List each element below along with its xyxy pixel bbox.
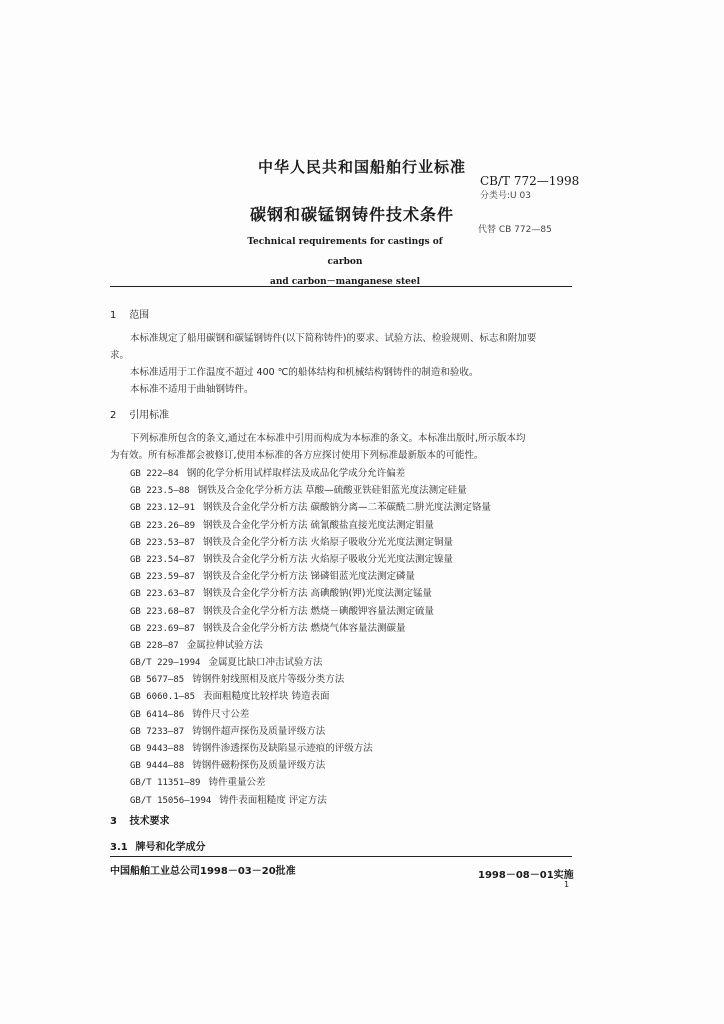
section-3-1-heading [110,838,205,853]
list-item [130,551,491,568]
list-item [130,740,491,757]
org-standard-heading: 中华人民共和国船舶行业标准 [258,158,467,176]
standard-title: 铸钢件磁粉探伤及质量评级方法 [192,760,326,772]
standard-code: GB 9443—88 [130,744,185,754]
standard-title: 铸件尺寸公差 [192,708,250,720]
list-item [130,568,491,585]
list-item [130,637,491,654]
referenced-standards-list [130,465,491,809]
standard-code: GB 223.53—87 [130,537,196,548]
standard-code: GB/T 11351—89 [130,778,201,789]
list-item [130,499,491,516]
standard-title: 钢铁及合金化学分析方法 高碘酸钠(钾)光度法测定锰量 [203,588,432,600]
list-item [130,620,491,637]
section-2-intro-line-1: 下列标准所包含的条文,通过在本标准中引用而构成为本标准的条文。本标准出版时,所示版本均 [130,433,526,444]
section-3-heading [110,812,169,827]
section-title: 引用标准 [129,410,170,421]
section-number: 3 [110,816,117,827]
section-1-heading [110,306,149,321]
standard-code: GB/T 15056—1994 [130,795,212,806]
standard-code: GB 223.54—87 [130,554,196,565]
list-item [130,792,491,809]
standard-title: 钢铁及合金化学分析方法 燃烧－碘酸钾容量法测定硫量 [203,605,435,617]
english-title [230,232,460,292]
effective-date: 1998－08－01实施 [478,870,574,881]
standard-code: GB 6414—86 [130,709,185,720]
standard-code: GB 7233—87 [130,726,185,737]
list-item [130,774,491,791]
footer-divider [110,856,572,857]
list-item [130,706,491,723]
list-item [130,757,491,774]
standard-title: 钢铁及合金化学分析方法 燃烧气体容量法测碳量 [203,622,406,634]
list-item [130,585,491,602]
standard-code: GB 9444—88 [130,761,185,772]
standard-title: 钢铁及合金化学分析方法 火焰原子吸收分光光度法测定镍量 [203,553,454,565]
standard-code: GB 223.68—87 [130,606,196,617]
standard-code: GB 223.26—89 [130,520,196,531]
standard-code: GB 228—87 [130,640,179,651]
section-title: 牌号和化学成分 [135,842,206,853]
standard-code: GB 223.69—87 [130,623,196,634]
standard-title: 铸件表面粗糙度 评定方法 [219,794,327,806]
approval-note: 中国船舶工业总公司1998－03－20批准 [110,866,296,877]
section-1-paragraph-1-line-2: 求。 [110,350,130,361]
standard-number: CB/T 772—1998 [480,174,580,188]
standard-code: GB 222—84 [130,469,179,479]
classification-number: 分类号:U 03 [480,191,531,201]
standard-code: GB 5677—85 [130,675,185,686]
document-title: 碳钢和碳锰钢铸件技术条件 [250,205,455,224]
section-number: 1 [110,310,117,321]
section-1-paragraph-3: 本标准不适用于曲轴钢铸件。 [130,384,254,395]
list-item [130,723,491,740]
standard-title: 金属夏比缺口冲击试验方法 [208,657,323,669]
list-item [130,671,491,688]
standard-title: 钢的化学分析用试样取样法及成品化学成分允许偏差 [186,468,406,479]
standard-code: GB 223.59—87 [130,572,196,583]
list-item [130,534,491,551]
standard-code: GB 223.63—87 [130,589,196,600]
standard-code: GB 223.5—88 [130,486,190,497]
standard-code: GB 6060.1—85 [130,692,196,703]
standard-title: 钢铁及合金化学分析方法 硫氰酸盐直接光度法测定钼量 [203,519,435,531]
list-item [130,654,491,671]
section-title: 技术要求 [129,816,170,827]
standard-title: 表面粗糙度比较样块 铸造表面 [203,691,330,703]
standard-title: 金属拉伸试验方法 [186,639,263,651]
list-item [130,482,491,499]
replaces-note: 代替 CB 772—85 [478,225,552,235]
section-2-heading [110,406,169,421]
standard-title: 钢铁及合金化学分析方法 碳酸钠分离—二苯碳酰二肼光度法测定铬量 [203,502,492,514]
list-item [130,688,491,705]
section-number: 3.1 [110,842,128,853]
standard-title: 钢铁及合金化学分析方法 火焰原子吸收分光光度法测定铜量 [203,536,454,548]
header-divider [110,286,572,287]
standard-title: 铸钢件射线照相及底片等级分类方法 [192,674,345,686]
section-title: 范围 [129,310,150,321]
section-number: 2 [110,410,117,421]
standard-code: GB 223.12—91 [130,503,196,514]
standard-title: 钢铁及合金化学分析方法 草酸—硫酸亚铁硅钼蓝光度法测定硅量 [197,485,467,497]
standard-title: 铸件重量公差 [208,777,266,789]
standard-code: GB/T 229—1994 [130,658,201,669]
section-1-paragraph-1-line-1: 本标准规定了船用碳钢和碳锰钢铸件(以下简称铸件)的要求、试验方法、检验规则、标志和附加要 [130,333,537,344]
standard-title: 铸钢件渗透探伤及缺陷显示迹痕的评级方法 [192,743,373,754]
list-item [130,517,491,534]
english-title-line-2: and carbon－manganese steel [269,277,420,287]
standard-title: 钢铁及合金化学分析方法 锑磷钼蓝光度法测定磷量 [203,571,416,583]
section-1-paragraph-2: 本标准适用于工作温度不超过 400 ℃的船体结构和机械结构钢铸件的制造和验收。 [130,367,479,378]
page-number: 1 [564,880,570,889]
section-2-intro-line-2: 为有效。所有标准都会被修订,使用本标准的各方应探讨使用下列标准最新版本的可能性。 [110,450,484,461]
list-item [130,465,491,482]
standard-title: 铸钢件超声探伤及质量评级方法 [192,725,326,737]
list-item [130,603,491,620]
english-title-line-1: Technical requirements for castings of carbon [247,237,443,267]
